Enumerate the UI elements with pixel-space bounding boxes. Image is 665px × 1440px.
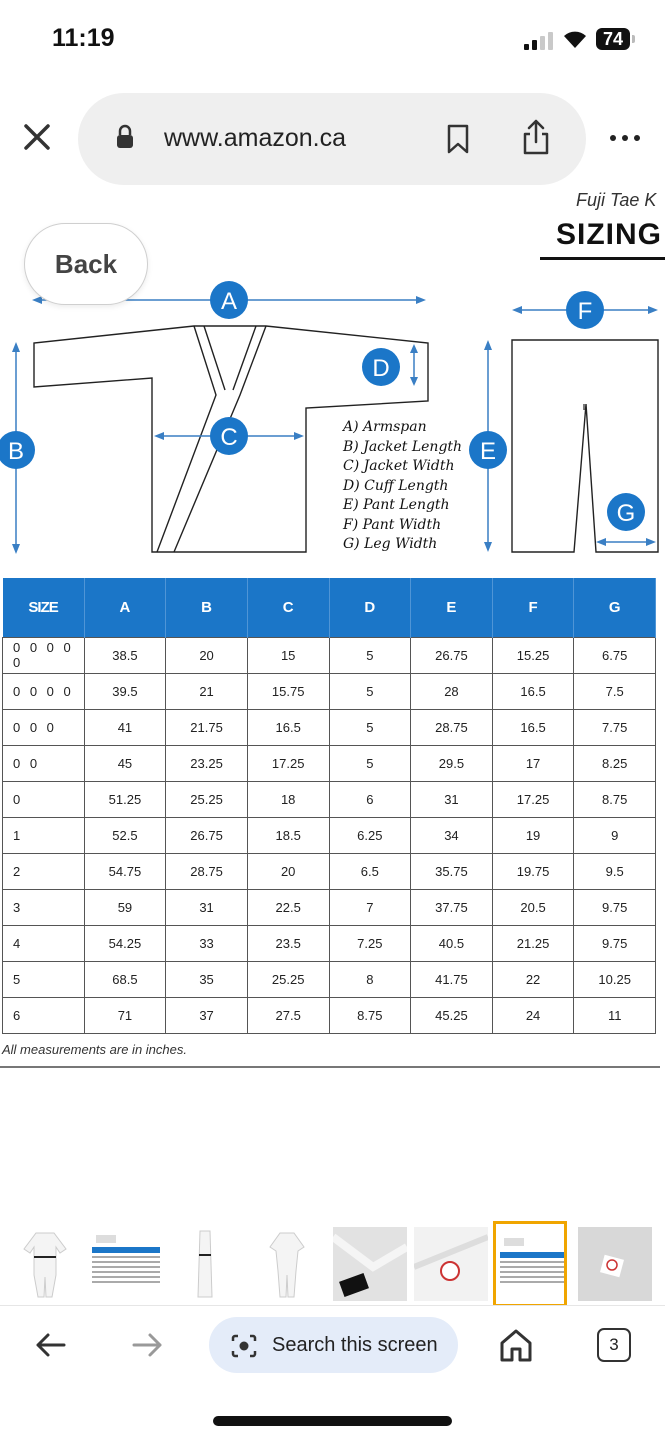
measurement-cell: 41 [84, 709, 166, 745]
measurement-cell: 23.5 [247, 925, 329, 961]
measurement-cell: 28.75 [166, 853, 248, 889]
forward-arrow-icon[interactable] [132, 1331, 164, 1359]
legend-item: D) Cuff Length [343, 477, 449, 494]
measurement-cell: 21 [166, 673, 248, 709]
marker-g [607, 493, 645, 531]
marker-d [362, 348, 400, 386]
thumbnail-image-selected[interactable] [493, 1221, 567, 1307]
measurement-note: All measurements are in inches. [2, 1042, 187, 1057]
measurement-cell: 7.5 [574, 673, 656, 709]
measurement-cell: 68.5 [84, 961, 166, 997]
measurement-cell: 25.25 [166, 781, 248, 817]
svg-text:E: E [479, 438, 497, 465]
measurement-cell: 71 [84, 997, 166, 1033]
measurement-cell: 38.5 [84, 637, 166, 673]
home-indicator [213, 1416, 452, 1426]
svg-text:G: G [616, 500, 636, 527]
battery-tip [632, 35, 635, 43]
measurement-cell: 11 [574, 997, 656, 1033]
measurement-cell: 20 [166, 637, 248, 673]
measurement-cell: 45 [84, 745, 166, 781]
measurement-cell: 59 [84, 889, 166, 925]
measurement-cell: 19.75 [492, 853, 574, 889]
measurement-cell: 15.75 [247, 673, 329, 709]
measurement-cell: 31 [166, 889, 248, 925]
table-header-cell: A [84, 578, 166, 637]
measurement-cell: 8.25 [574, 745, 656, 781]
marker-f [566, 291, 604, 329]
measurement-cell: 9.75 [574, 889, 656, 925]
measurement-cell: 8 [329, 961, 411, 997]
measurement-cell: 34 [411, 817, 493, 853]
legend-item: F) Pant Width [343, 516, 442, 533]
thumbnail-image[interactable] [414, 1227, 488, 1301]
leg-width-arrow [596, 538, 656, 546]
thumbnail-image[interactable] [333, 1227, 407, 1301]
battery-indicator: 74 [596, 28, 630, 50]
divider [0, 1066, 660, 1068]
table-row [3, 637, 656, 673]
measurement-cell: 37 [166, 997, 248, 1033]
measurement-cell: 7 [329, 889, 411, 925]
thumbnail-image[interactable] [578, 1227, 652, 1301]
table-row [3, 817, 656, 853]
marker-c [210, 417, 248, 455]
size-cell: 2 [3, 853, 85, 889]
measurement-cell: 6 [329, 781, 411, 817]
brand-title-partial: Fuji Tae K [576, 190, 657, 210]
measurement-cell: 9.75 [574, 925, 656, 961]
size-cell: 0 [3, 781, 85, 817]
table-row [3, 925, 656, 961]
lens-icon [230, 1333, 258, 1359]
measurement-cell: 25.25 [247, 961, 329, 997]
measurement-cell: 26.75 [166, 817, 248, 853]
table-header-cell: E [411, 578, 493, 637]
thumbnail-image[interactable] [168, 1227, 242, 1301]
home-icon[interactable] [498, 1327, 534, 1363]
thumbnail-image[interactable] [88, 1227, 162, 1301]
measurement-cell: 26.75 [411, 637, 493, 673]
measurement-cell: 17 [492, 745, 574, 781]
measurement-cell: 51.25 [84, 781, 166, 817]
size-cell: 0 0 0 [3, 709, 85, 745]
table-row [3, 709, 656, 745]
measurement-cell: 16.5 [492, 709, 574, 745]
size-table [2, 578, 656, 1034]
measurement-cell: 9.5 [574, 853, 656, 889]
status-time: 11:19 [52, 24, 115, 52]
measurement-cell: 8.75 [574, 781, 656, 817]
svg-text:B: B [7, 438, 25, 465]
measurement-cell: 7.75 [574, 709, 656, 745]
measurement-cell: 39.5 [84, 673, 166, 709]
measurement-cell: 28.75 [411, 709, 493, 745]
status-bar [0, 0, 665, 70]
measurement-cell: 9 [574, 817, 656, 853]
size-cell: 1 [3, 817, 85, 853]
search-screen-label[interactable]: Search this screen [272, 1334, 438, 1356]
diagram-legend [343, 418, 462, 555]
sizing-diagram [0, 270, 665, 560]
measurement-cell: 22.5 [247, 889, 329, 925]
image-thumbnail-strip [0, 1221, 665, 1307]
back-arrow-icon[interactable] [34, 1331, 66, 1359]
marker-e [469, 431, 507, 469]
cellular-signal-icon [524, 30, 553, 50]
measurement-cell: 17.25 [247, 745, 329, 781]
thumbnail-image[interactable] [250, 1227, 324, 1301]
measurement-cell: 6.5 [329, 853, 411, 889]
measurement-cell: 19 [492, 817, 574, 853]
back-button[interactable]: Back [24, 223, 148, 305]
table-header-cell: F [492, 578, 574, 637]
size-cell: 3 [3, 889, 85, 925]
measurement-cell: 5 [329, 745, 411, 781]
heading-underline [540, 257, 665, 260]
legend-item: E) Pant Length [343, 497, 450, 513]
more-options-icon[interactable] [610, 135, 640, 141]
measurement-cell: 18.5 [247, 817, 329, 853]
table-row [3, 853, 656, 889]
measurement-cell: 27.5 [247, 997, 329, 1033]
thumbnail-image[interactable] [8, 1227, 82, 1301]
measurement-cell: 6.25 [329, 817, 411, 853]
marker-b [0, 431, 35, 469]
size-cell: 6 [3, 997, 85, 1033]
table-header-cell: D [329, 578, 411, 637]
measurement-cell: 15.25 [492, 637, 574, 673]
measurement-cell: 16.5 [247, 709, 329, 745]
table-body [3, 637, 656, 1033]
size-cell: 0 0 0 0 0 [3, 637, 85, 673]
table-header-cell: C [247, 578, 329, 637]
svg-text:C: C [220, 424, 238, 451]
measurement-cell: 21.25 [492, 925, 574, 961]
measurement-cell: 28 [411, 673, 493, 709]
legend-item: C) Jacket Width [343, 458, 455, 474]
measurement-cell: 7.25 [329, 925, 411, 961]
measurement-cell: 35 [166, 961, 248, 997]
measurement-cell: 6.75 [574, 637, 656, 673]
measurement-cell: 5 [329, 637, 411, 673]
marker-a [210, 281, 248, 319]
size-cell: 4 [3, 925, 85, 961]
measurement-cell: 45.25 [411, 997, 493, 1033]
sizing-heading: SIZING [556, 218, 663, 251]
measurement-cell: 31 [411, 781, 493, 817]
measurement-cell: 52.5 [84, 817, 166, 853]
svg-text:F: F [577, 298, 593, 325]
table-header-cell: G [574, 578, 656, 637]
table-header-cell: B [166, 578, 248, 637]
wifi-icon [562, 28, 588, 50]
measurement-cell: 33 [166, 925, 248, 961]
measurement-cell: 8.75 [329, 997, 411, 1033]
measurement-cell: 54.25 [84, 925, 166, 961]
measurement-cell: 37.75 [411, 889, 493, 925]
table-row [3, 781, 656, 817]
bookmark-icon[interactable] [446, 124, 470, 154]
measurement-cell: 24 [492, 997, 574, 1033]
table-row [3, 745, 656, 781]
measurement-cell: 20.5 [492, 889, 574, 925]
size-cell: 0 0 [3, 745, 85, 781]
measurement-cell: 21.75 [166, 709, 248, 745]
url-text[interactable]: www.amazon.ca [164, 124, 347, 152]
cuff-length-arrow [410, 344, 418, 386]
measurement-cell: 35.75 [411, 853, 493, 889]
measurement-cell: 17.25 [492, 781, 574, 817]
measurement-cell: 54.75 [84, 853, 166, 889]
size-cell: 5 [3, 961, 85, 997]
legend-item: B) Jacket Length [343, 438, 463, 455]
measurement-cell: 41.75 [411, 961, 493, 997]
table-row [3, 673, 656, 709]
legend-item: G) Leg Width [343, 536, 438, 552]
size-cell: 0 0 0 0 [3, 673, 85, 709]
measurement-cell: 5 [329, 673, 411, 709]
measurement-cell: 29.5 [411, 745, 493, 781]
legend-item: A) Armspan [343, 419, 427, 435]
table-header-cell: SIZE [3, 578, 85, 637]
table-row [3, 889, 656, 925]
tab-count-button[interactable]: 3 [597, 1328, 631, 1362]
measurement-cell: 22 [492, 961, 574, 997]
measurement-cell: 16.5 [492, 673, 574, 709]
share-icon[interactable] [521, 118, 551, 156]
table-header-row [3, 578, 656, 637]
table-row [3, 961, 656, 997]
lock-icon [116, 124, 134, 150]
svg-text:A: A [220, 288, 238, 315]
measurement-cell: 18 [247, 781, 329, 817]
close-icon[interactable] [22, 122, 52, 152]
measurement-cell: 10.25 [574, 961, 656, 997]
measurement-cell: 5 [329, 709, 411, 745]
svg-text:D: D [372, 355, 390, 382]
measurement-cell: 15 [247, 637, 329, 673]
measurement-cell: 20 [247, 853, 329, 889]
measurement-cell: 23.25 [166, 745, 248, 781]
measurement-cell: 40.5 [411, 925, 493, 961]
table-row [3, 997, 656, 1033]
